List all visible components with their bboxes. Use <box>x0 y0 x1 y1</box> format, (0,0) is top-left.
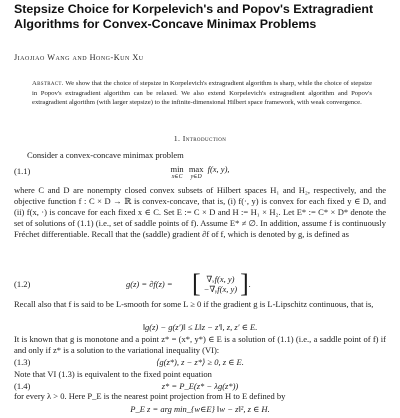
equation-projection <box>14 404 386 418</box>
equation-period: . <box>248 279 251 289</box>
max-label: max <box>188 164 204 174</box>
right-bracket: ] <box>240 269 249 298</box>
equation-1-1 <box>14 164 386 182</box>
matrix-row-1: ∇ₓf(x, y) <box>206 274 235 284</box>
equation-1-2 <box>14 269 386 298</box>
paragraph-intro: Consider a convex-concave minimax problem <box>27 150 184 160</box>
minmax-expression <box>14 164 386 180</box>
paragraph-fixedpoint: Note that VI (1.3) is equivalent to the fixed point equation <box>14 369 212 379</box>
lipschitz-expression: ‖g(z) − g(z′)‖ ≤ L‖z − z′‖, z, z′ ∈ E. <box>142 322 258 332</box>
abstract-heading: Abstract. <box>32 80 64 87</box>
paragraph-monotone: It is known that g is monotone and a point z* = (x*, y*) ∈ E is a solution of (1.1) (i.e., a saddle point of f) if and only if z* is a solution to the variational inequality (VI): <box>14 334 386 356</box>
paper-authors: Jiaojiao Wang and Hong-Kun Xu <box>14 53 144 62</box>
left-bracket: [ <box>192 269 201 298</box>
vi-expression: ⟨g(z*), z − z*⟩ ≥ 0, z ∈ E. <box>156 357 244 367</box>
paragraph-smooth: Recall also that f is said to be L-smooth for some L ≥ 0 if the gradient g is L-Lipschitz continuous, that is, <box>14 299 374 309</box>
max-subscript: y∈D <box>190 174 202 180</box>
abstract <box>32 79 372 108</box>
max-operator <box>189 164 204 180</box>
gradient-matrix <box>192 269 251 298</box>
projection-expression: P_E z = arg min_{w∈E} ‖w − z‖², z ∈ H. <box>130 404 270 414</box>
gradient-lhs: g(z) = ∂f(z) = <box>126 279 173 289</box>
min-operator <box>170 164 183 180</box>
min-label: min <box>170 164 184 174</box>
equation-number: (1.2) <box>14 279 31 289</box>
matrix-rows <box>201 274 240 294</box>
paper-title: Stepsize Choice for Korpelevich's and Popov's Extragradient Algorithms for Convex-Concave Minimax Problems <box>14 2 374 31</box>
abstract-body: We show that the choice of stepsize in Korpelevich's extragradient algorithm is sharp, while the choice of stepsize in Popov's extragradient algorithm can be relaxed. We also extend Korpelevich's extragradient algorithm and Popov's extragradient algorithm (with larger stepsize) to the infinite-dimensional Hilbert space framework, with weak convergence. <box>32 80 372 107</box>
paper-page <box>14 0 392 414</box>
section-heading: 1. Introduction <box>173 134 227 143</box>
equation-number: (1.1) <box>14 166 31 176</box>
paragraph-setup: where C and D are nonempty closed convex subsets of Hilbert spaces H₁ and H₂, respectively, and the objective function f : C × D → ℝ is convex-concave, that is, (i) f(·, y) is convex for each fixed y ∈ D, and (ii) f(x, ·) is concave for each fixed x ∈ C. Set E := C × D and H := H₁ × H₂. Let E* := C* × D* denote the set of solutions of (1.1) (i.e., set of saddle points of f). Assume E* ≠ ∅. In addition, assume f is continuously Fréchet differentiable. Recall that the (saddle) gradient ∂f of f, which is denoted by g, is defined as <box>14 185 386 240</box>
fixedpoint-expression: z* = P_E(z* − λg(z*)) <box>161 381 239 391</box>
paragraph-projection: for every λ > 0. Here P_E is the nearest point projection from H to E defined by <box>14 391 286 401</box>
objective-expression: f(x, y), <box>207 164 230 174</box>
equation-number: (1.3) <box>14 357 31 367</box>
min-subscript: x∈C <box>171 174 183 180</box>
equation-number: (1.4) <box>14 381 31 391</box>
matrix-row-2: −∇ᵧf(x, y) <box>203 284 238 294</box>
